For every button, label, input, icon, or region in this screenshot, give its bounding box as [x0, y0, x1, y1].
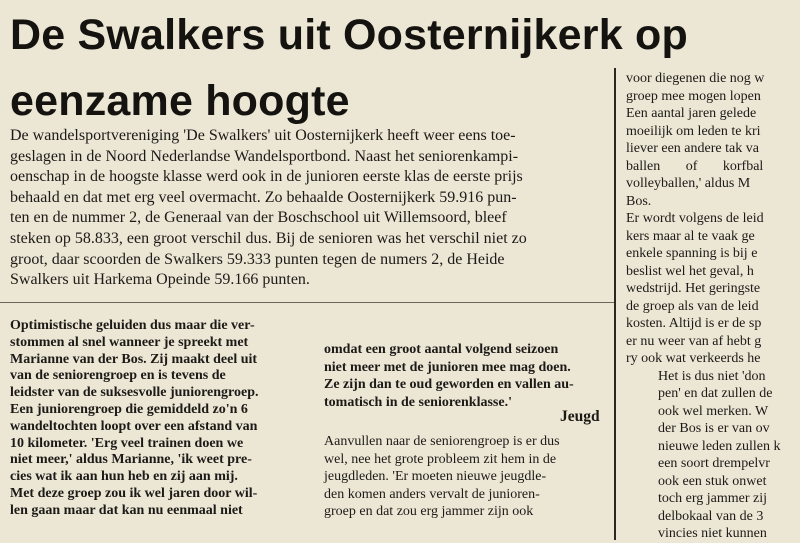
text-line: jeugdleden. 'Er moeten nieuwe jeugdle-	[324, 469, 547, 485]
text-line: steken op 58.833, een groot verschil dus. Bij de senioren was het verschil niet zo	[10, 229, 527, 247]
text-line: ballen of korfbal	[626, 158, 764, 174]
quote-continuation	[324, 341, 610, 411]
text-line: Marianne van der Bos. Zij maakt deel uit	[10, 351, 258, 367]
text-line: liever een andere tak va	[626, 141, 759, 156]
text-line: den komen anders vervalt de junioren-	[324, 486, 540, 502]
text-line: delbokaal van de 3	[658, 508, 764, 524]
text-line: Optimistische geluiden dus maar die ver-	[10, 318, 255, 333]
text-line: Er wordt volgens de leid	[626, 211, 764, 226]
text-line: Ze zijn dan te oud geworden en vallen au-	[324, 377, 574, 393]
text-line: omdat een groot aantal volgend seizoen	[324, 342, 559, 357]
text-line: cies wat ik aan hun heb en zij aan mij.	[10, 469, 238, 485]
text-line: enkele spanning is bij e	[626, 246, 758, 261]
lead-paragraph	[10, 126, 610, 291]
article-column-1	[10, 318, 306, 520]
text-line: niet meer,' aldus Marianne, 'ik weet pre-	[10, 452, 252, 468]
headline-line: De Swalkers uit Oosternijkerk op	[10, 11, 688, 59]
section-divider	[0, 302, 614, 303]
headline-line: eenzame hoogte	[10, 77, 350, 125]
text-line: Met deze groep zou ik wel jaren door wil-	[10, 485, 258, 501]
text-line: pen' en dat zullen de	[658, 386, 773, 401]
text-line: tomatisch in de seniorenklasse.'	[324, 394, 512, 410]
text-line: voor diegenen die nog w	[626, 71, 765, 86]
text-line: wandeltochten loopt over een afstand van	[10, 418, 258, 434]
text-line: geslagen in de Noord Nederlandse Wandelsportbond. Naast het seniorenkampi-	[10, 147, 519, 165]
text-line: vincies niet kunnen	[658, 526, 767, 541]
text-line: van de seniorengroep en is tevens de	[10, 368, 226, 384]
text-line: leidster van de suksesvolle juniorengroep.	[10, 385, 259, 401]
text-line: er nu weer van af hebt g	[626, 333, 762, 349]
section-subhead: Jeugd	[560, 408, 600, 425]
text-line: der Bos is er van ov	[658, 421, 770, 436]
text-line: een soort drempelvr	[658, 456, 770, 471]
text-line: wedstrijd. Het geringste	[626, 281, 761, 296]
text-line: de groep als van de leid	[626, 298, 759, 314]
text-line: 10 kilometer. 'Erg veel trainen doen we	[10, 435, 244, 451]
text-line: groep en dat zou erg jammer zijn ook	[324, 504, 534, 520]
text-line: len gaan maar dat kan nu eenmaal niet	[10, 502, 243, 518]
text-line: toch erg jammer zij	[658, 491, 767, 506]
text-line: kers maar al te vaak ge	[626, 228, 755, 244]
text-line: Een aantal jaren gelede	[626, 106, 757, 121]
text-line: Het is dus niet 'don	[658, 368, 766, 384]
text-line: ry ook wat verkeerds he	[626, 351, 761, 366]
text-line: beslist wel het geval, h	[626, 263, 754, 279]
text-line: Een juniorengroep die gemiddeld zo'n 6	[10, 401, 248, 417]
text-line: ook een stuk onwet	[658, 473, 767, 489]
text-line: niet meer met de junioren mee mag doen.	[324, 359, 571, 375]
article-column-2-body	[324, 433, 610, 521]
text-line: groot, daar scoorden de Swalkers 59.333 punten tegen de numers 2, de Heide	[10, 250, 505, 268]
text-line: Swalkers uit Harkema Opeinde 59.166 punten.	[10, 271, 310, 289]
text-line: behaald en dat met erg veel overmacht. Zo behaalde Oosternijkerk 59.916 pun-	[10, 188, 517, 206]
text-line: nieuwe leden zullen k	[658, 438, 781, 454]
article-column-2	[324, 341, 610, 411]
text-line: wel, nee het grote probleem zit hem in de	[324, 451, 557, 467]
text-line: ten en de nummer 2, de Generaal van der Boschschool uit Willemsoord, bleef	[10, 209, 507, 227]
text-line: moeilijk om leden te kri	[626, 123, 761, 139]
text-line: volleyballen,' aldus M	[626, 176, 751, 191]
text-line: ook wel merken. W	[658, 403, 769, 419]
column-divider	[614, 68, 616, 540]
text-line: De wandelsportvereniging 'De Swalkers' uit Oosternijkerk heeft weer eens toe-	[10, 127, 516, 144]
text-line: groep mee mogen lopen	[626, 88, 761, 104]
text-line: Aanvullen naar de seniorengroep is er dus	[324, 434, 560, 449]
article-column-3	[626, 70, 800, 543]
text-line: stommen al snel wanneer je spreekt met	[10, 334, 249, 350]
text-line: Bos.	[626, 193, 652, 209]
text-line: kosten. Altijd is er de sp	[626, 316, 762, 331]
text-line: oenschap in de hoogste klasse werd ook in de junioren eerste klas de eerste prijs	[10, 168, 523, 186]
